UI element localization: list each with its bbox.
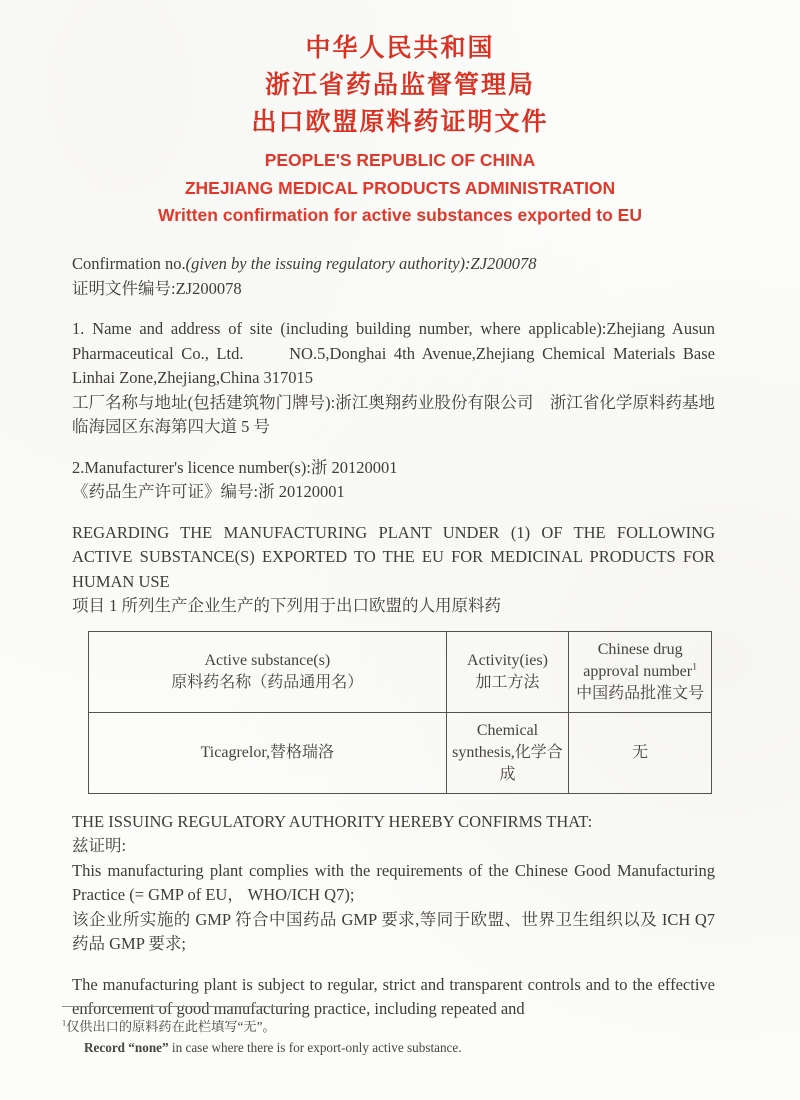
- confirmation-number-line-en: [72, 252, 715, 277]
- substance-cell: Ticagrelor,替格瑞洛: [89, 712, 447, 793]
- footnote-mark: 1: [62, 1018, 67, 1028]
- confirms-heading-cn: 兹证明:: [72, 836, 127, 855]
- title-en-line-1: PEOPLE'S REPUBLIC OF CHINA: [264, 150, 536, 170]
- header-active-substance-en: Active substance(s): [204, 651, 331, 669]
- title-en-line-3: Written confirmation for active substances exported to EU: [158, 205, 642, 225]
- header-approval-en: [574, 639, 706, 683]
- controls-paragraph-en: The manufacturing plant is subject to regular, strict and transparent controls and to the effective enforcement of good manufacturing practice, including repeated and: [72, 974, 715, 1018]
- header-activity-cn: 加工方法: [475, 673, 540, 691]
- licence-number-cn: 《药品生产许可证》编号:浙 20120001: [72, 482, 345, 501]
- authority-confirms-section: [72, 810, 715, 957]
- licence-number-en: 2.Manufacturer's licence number(s):浙 20120001: [72, 457, 398, 477]
- footnote-en-text: in case where there is for export-only active substance.: [168, 1040, 462, 1055]
- footnote-en-bold: Record “none”: [84, 1040, 169, 1055]
- header-approval-en-text: Chinese drug approval number: [583, 640, 693, 680]
- site-name-address-section: [72, 317, 715, 440]
- confirms-heading-en: THE ISSUING REGULATORY AUTHORITY HEREBY CONFIRMS THAT:: [72, 811, 593, 831]
- table-data-row: [89, 712, 712, 793]
- regarding-statement-en: REGARDING THE MANUFACTURING PLANT UNDER (1) OF THE FOLLOWING ACTIVE SUBSTANCE(S) EXPORTED TO THE EU FOR MEDICINAL PRODUCTS FOR HUMAN USE: [72, 522, 715, 591]
- title-cn-line-2: 浙江省药品监督管理局: [264, 72, 535, 99]
- footnote-line-en: [62, 1037, 707, 1058]
- title-en-line-2: ZHEJIANG MEDICAL PRODUCTS ADMINISTRATION: [184, 177, 616, 198]
- header-approval-cn: 中国药品批准文号: [576, 684, 705, 702]
- table-header-row: [89, 631, 712, 712]
- header-cell-approval-number: [569, 631, 712, 712]
- title-en-group: [0, 147, 800, 230]
- title-cn-line-1: 中华人民共和国: [305, 35, 495, 62]
- header-cell-active-substance: [89, 631, 447, 712]
- licence-number-section: [72, 456, 715, 505]
- confirmation-number-value: (given by the issuing regulatory authority):ZJ200078: [185, 254, 537, 273]
- site-address-en: 1. Name and address of site (including building number, where applicable):Zhejiang Ausun Pharmaceutical Co., Ltd. NO.5,Donghai 4th Avenue,Zhejiang Chemical Materials Base Linhai Zone,Zhejiang,China 317015: [72, 319, 715, 387]
- gmp-statement-en: This manufacturing plant complies with the requirements of the Chinese Good Manufacturing Practice (= GMP of EU， WHO/ICH Q7);: [72, 860, 715, 904]
- confirmation-number-line-cn: 证明文件编号:ZJ200078: [72, 278, 242, 298]
- header-activity-en: Activity(ies): [467, 651, 548, 669]
- approval-cell: 无: [569, 712, 712, 793]
- footnote-line-cn: [62, 1016, 707, 1037]
- regarding-statement-cn: 项目 1 所列生产企业生产的下列用于出口欧盟的人用原料药: [72, 596, 501, 615]
- activity-cell: Chemical synthesis,化学合成: [446, 712, 569, 793]
- substances-table: [88, 631, 712, 794]
- document-body: [72, 236, 715, 1022]
- confirmation-number-section: [72, 252, 715, 301]
- header-approval-footnote-mark: 1: [692, 661, 698, 673]
- header-active-substance-cn: 原料药名称（药品通用名）: [171, 673, 364, 691]
- confirmation-number-prefix: Confirmation no.: [72, 254, 186, 273]
- header-cell-activity: [446, 631, 569, 712]
- regarding-statement-section: [72, 521, 715, 619]
- site-address-cn: 工厂名称与地址(包括建筑物门牌号):浙江奥翔药业股份有限公司 浙江省化学原料药基地临海园区东海第四大道 5 号: [72, 392, 715, 436]
- footnote-cn-text: 仅供出口的原料药在此栏填写“无”。: [66, 1019, 276, 1034]
- document-header: [0, 0, 800, 230]
- footnote: [62, 1006, 707, 1058]
- footnote-separator: [62, 1006, 298, 1007]
- gmp-statement-cn: 该企业所实施的 GMP 符合中国药品 GMP 要求,等同于欧盟、世界卫生组织以及 ICH Q7 药品 GMP 要求;: [72, 909, 715, 953]
- title-cn-line-3: 出口欧盟原料药证明文件: [251, 109, 549, 136]
